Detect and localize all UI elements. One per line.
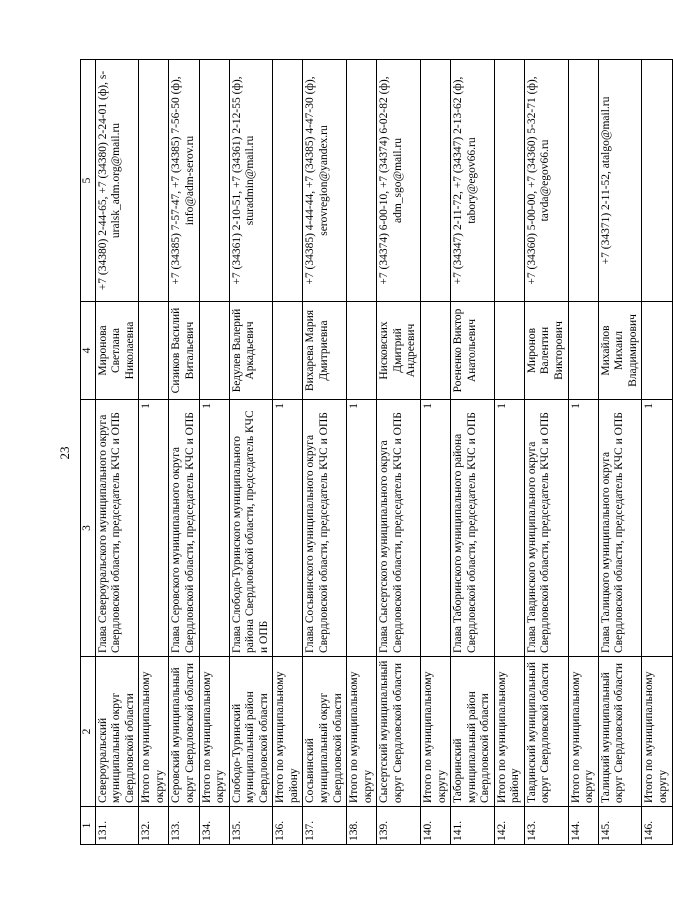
contacts-table [80,59,673,845]
row-number: 136. [273,807,303,845]
official-name: Бедулев Валерий Аркадьевич [229,302,273,400]
table-row [169,60,199,845]
table-row [377,60,421,845]
contact-info: +7 (34347) 2-11-72, +7 (34347) 2-13-62 (ф), tabory@egov66.ru [451,60,495,302]
empty-cell [139,302,169,400]
row-number: 140. [420,807,450,845]
total-row [199,60,229,845]
empty-cell [199,60,229,302]
municipality-name: Сосьвинский муниципальный округ Свердловской области [303,657,347,807]
row-number: 138. [347,807,377,845]
header-col-1: 1 [81,807,96,845]
official-position: Глава Таборинского муниципального района Свердловской области, председатель КЧС и ОПБ [451,400,495,657]
official-position: Глава Слободо-Туринского муниципального района Свердловской области, председатель КЧС и ОПБ [229,400,273,657]
row-number: 131. [95,807,139,845]
row-number: 137. [303,807,347,845]
total-value: 1 [494,400,524,657]
total-label: Итого по муниципальному округу [347,657,377,807]
contact-info: +7 (34385) 4-44-44, +7 (34385) 4-47-30 (ф), serovregion@yandex.ru [303,60,347,302]
empty-cell [494,302,524,400]
contact-info: +7 (34374) 6-00-10, +7 (34374) 6-02-82 (ф), adm_sgo@mail.ru [377,60,421,302]
official-name: Миронова Светлана Николаевна [95,302,139,400]
total-value: 1 [139,400,169,657]
table-row [451,60,495,845]
row-number: 134. [199,807,229,845]
empty-cell [568,302,598,400]
header-col-5: 5 [81,60,96,302]
total-value: 1 [642,400,672,657]
official-name: Нисковских Дмитрий Андреевич [377,302,421,400]
row-number: 132. [139,807,169,845]
empty-cell [494,60,524,302]
empty-cell [642,302,672,400]
header-col-2: 2 [81,657,96,807]
empty-cell [347,60,377,302]
row-number: 139. [377,807,421,845]
total-label: Итого по муниципальному району [494,657,524,807]
total-label: Итого по муниципальному округу [199,657,229,807]
total-row [642,60,672,845]
header-col-4: 4 [81,302,96,400]
total-label: Итого по муниципальному округу [568,657,598,807]
row-number: 133. [169,807,199,845]
total-label: Итого по муниципальному округу [420,657,450,807]
total-label: Итого по муниципальному округу [139,657,169,807]
municipality-name: Серовский муниципальный округ Свердловской области [169,657,199,807]
table-frame [80,60,669,845]
contact-info: +7 (34385) 7-57-47, +7 (34385) 7-56-50 (ф), info@adm-serov.ru [169,60,199,302]
official-name: Роененко Виктор Анатольевич [451,302,495,400]
row-number: 145. [598,807,642,845]
official-position: Глава Талицкого муниципального округа Свердловской области, председатель КЧС и ОПБ [598,400,642,657]
total-row [420,60,450,845]
table-row [598,60,642,845]
municipality-name: Таборинский муниципальный район Свердловской области [451,657,495,807]
row-number: 142. [494,807,524,845]
empty-cell [273,302,303,400]
empty-cell [139,60,169,302]
total-label: Итого по муниципальному округу [642,657,672,807]
total-value: 1 [347,400,377,657]
header-row [81,60,96,845]
table-row [303,60,347,845]
page-number: 23 [57,446,72,460]
table-row [229,60,273,845]
empty-cell [642,60,672,302]
empty-cell [568,60,598,302]
municipality-name: Талицкий муниципальный округ Свердловской области [598,657,642,807]
municipality-name: Североуральский муниципальный округ Свердловской области [95,657,139,807]
municipality-name: Сысертский муниципальный округ Свердловской области [377,657,421,807]
total-row [273,60,303,845]
official-position: Глава Тавдинского муниципального округа Свердловской области, председатель КЧС и ОПБ [524,400,568,657]
official-position: Глава Сосьвинского муниципального округа Свердловской области, председатель КЧС и ОПБ [303,400,347,657]
empty-cell [347,302,377,400]
empty-cell [420,60,450,302]
contact-info: +7 (34371) 2-11-52, atalgo@mail.ru [598,60,642,302]
official-position: Глава Сысертского муниципального округа Свердловской области, председатель КЧС и ОПБ [377,400,421,657]
total-value: 1 [273,400,303,657]
total-row [494,60,524,845]
total-row [139,60,169,845]
municipality-name: Слободо-Туринский муниципальный район Свердловской области [229,657,273,807]
total-label: Итого по муниципальному району [273,657,303,807]
table-row [524,60,568,845]
table-row [95,60,139,845]
official-name: Вихарева Мария Дмитриевна [303,302,347,400]
total-value: 1 [199,400,229,657]
empty-cell [273,60,303,302]
row-number: 143. [524,807,568,845]
official-name: Михайлов Михаил Владимирович [598,302,642,400]
municipality-name: Тавдинский муниципальный округ Свердловской области [524,657,568,807]
row-number: 146. [642,807,672,845]
contact-info: +7 (34380) 2-44-65, +7 (34380) 2-24-01 (ф), s-uralsk_adm.org@mail.ru [95,60,139,302]
total-value: 1 [568,400,598,657]
total-value: 1 [420,400,450,657]
row-number: 144. [568,807,598,845]
row-number: 135. [229,807,273,845]
total-row [347,60,377,845]
empty-cell [420,302,450,400]
contact-info: +7 (34360) 5-00-00, +7 (34360) 5-32-71 (ф), tavda@egov66.ru [524,60,568,302]
official-name: Миронов Валентин Викторович [524,302,568,400]
official-position: Глава Серовского муниципального округа Свердловской области, председатель КЧС и ОПБ [169,400,199,657]
rotated-page [80,60,669,845]
empty-cell [199,302,229,400]
total-row [568,60,598,845]
contact-info: +7 (34361) 2-10-51, +7 (34361) 2-12-55 (ф), sturadmin@mail.ru [229,60,273,302]
official-position: Глава Североуральского муниципального округа Свердловской области, председатель КЧС и ОПБ [95,400,139,657]
row-number: 141. [451,807,495,845]
official-name: Сизиков Василий Витальевич [169,302,199,400]
header-col-3: 3 [81,400,96,657]
